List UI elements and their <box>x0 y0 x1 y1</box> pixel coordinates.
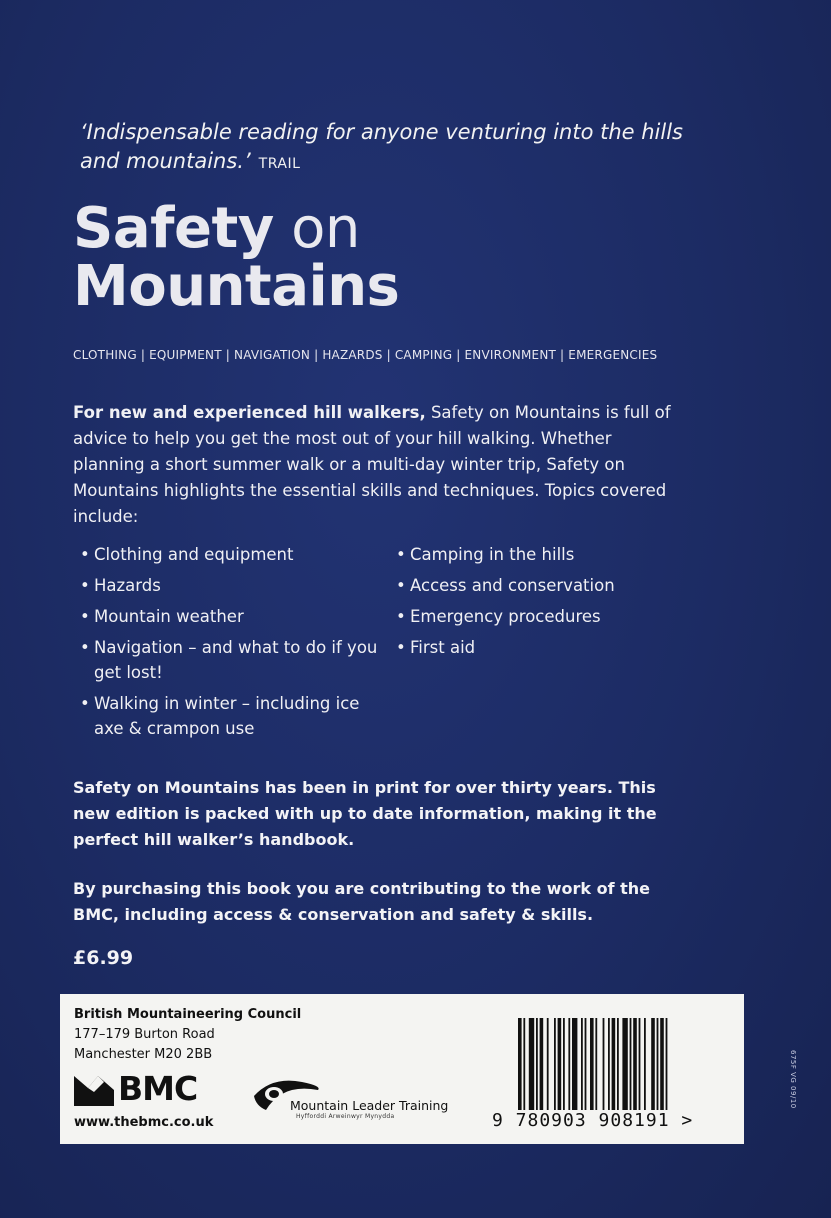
barcode-bar <box>633 1018 637 1110</box>
barcode-bar <box>608 1018 610 1110</box>
mlt-logo <box>252 1076 472 1120</box>
barcode-bar <box>630 1018 632 1110</box>
title-word-mountains: Mountains <box>73 254 400 319</box>
barcode-bar <box>666 1018 668 1110</box>
print-history-paragraph: Safety on Mountains has been in print for over thirty years. This new edition is packed with up to date information, making it the perfect hill walker’s handbook. <box>73 778 657 849</box>
mountain-icon <box>74 1072 114 1106</box>
address-line-1: 177–179 Burton Road <box>74 1027 215 1042</box>
barcode-bar <box>540 1018 544 1110</box>
quote-text: ‘Indispensable reading for anyone venturing into the hills and mountains.’ <box>80 120 684 173</box>
barcode-bar <box>657 1018 659 1110</box>
purchase-paragraph: By purchasing this book you are contributing to the work of the BMC, including access & conservation and safety & skills. <box>73 879 651 924</box>
topics-list-right <box>396 542 696 666</box>
barcode-bar <box>660 1018 664 1110</box>
topics-line: CLOTHING | EQUIPMENT | NAVIGATION | HAZARDS | CAMPING | ENVIRONMENT | EMERGENCIES <box>73 348 658 362</box>
barcode <box>518 1018 718 1110</box>
list-item: • Navigation – and what to do if you get lost! <box>80 635 380 685</box>
barcode-bar <box>617 1018 619 1110</box>
barcode-bar <box>585 1018 587 1110</box>
mlt-subtitle: Hyfforddi Arweinwyr Mynydda <box>296 1113 395 1120</box>
quote-source: TRAIL <box>258 156 301 172</box>
barcode-bar <box>639 1018 641 1110</box>
intro-rest: Safety on Mountains is full of advice to help you get the most out of your hill walking. Whether planning a short summer walk or a multi-day winter trip, Safety on Mountains highlights the essential skills and techniques. Topics covered include: <box>73 403 671 526</box>
barcode-bar <box>595 1018 597 1110</box>
list-item: • Camping in the hills <box>396 542 696 567</box>
barcode-bar <box>622 1018 627 1110</box>
list-item: • Mountain weather <box>80 604 380 629</box>
side-print-code: 675F VG 09/10 <box>789 1050 797 1109</box>
website-link[interactable]: www.thebmc.co.uk <box>74 1115 214 1130</box>
address-line-2: Manchester M20 2BB <box>74 1047 213 1062</box>
list-item: • Clothing and equipment <box>80 542 380 567</box>
price: £6.99 <box>73 947 134 969</box>
title-word-safety: Safety <box>73 196 274 261</box>
review-quote <box>80 118 720 179</box>
barcode-bar <box>590 1018 594 1110</box>
barcode-bar <box>603 1018 605 1110</box>
bmc-logo <box>74 1069 214 1108</box>
barcode-bar <box>572 1018 577 1110</box>
barcode-bar <box>612 1018 616 1110</box>
publisher-name: British Mountaineering Council <box>74 1007 302 1022</box>
barcode-bar <box>518 1018 522 1110</box>
list-item: • Access and conservation <box>396 573 696 598</box>
barcode-bar <box>547 1018 549 1110</box>
barcode-bar <box>536 1018 538 1110</box>
barcode-bar <box>651 1018 655 1110</box>
book-title <box>73 196 573 319</box>
barcode-bar <box>568 1018 570 1110</box>
intro-lead: For new and experienced hill walkers, <box>73 403 426 422</box>
barcode-bar <box>523 1018 525 1110</box>
barcode-bar <box>581 1018 583 1110</box>
mlt-name: Mountain Leader Training <box>290 1098 449 1113</box>
barcode-bar <box>558 1018 562 1110</box>
bmc-logo-text: BMC <box>118 1069 198 1108</box>
title-word-on: on <box>291 196 360 261</box>
list-item: • Hazards <box>80 573 380 598</box>
list-item: • Walking in winter – including ice axe & crampon use <box>80 691 380 741</box>
publisher-address <box>74 1005 301 1065</box>
list-item: • Emergency procedures <box>396 604 696 629</box>
barcode-bar <box>644 1018 646 1110</box>
publisher-panel <box>60 994 744 1144</box>
barcode-bar <box>529 1018 534 1110</box>
barcode-bar <box>563 1018 565 1110</box>
intro-paragraph <box>73 400 673 530</box>
isbn-number: 9 780903 908191 > <box>492 1110 694 1131</box>
list-item: • First aid <box>396 635 696 660</box>
barcode-bar <box>554 1018 556 1110</box>
topics-list-left <box>80 542 380 747</box>
